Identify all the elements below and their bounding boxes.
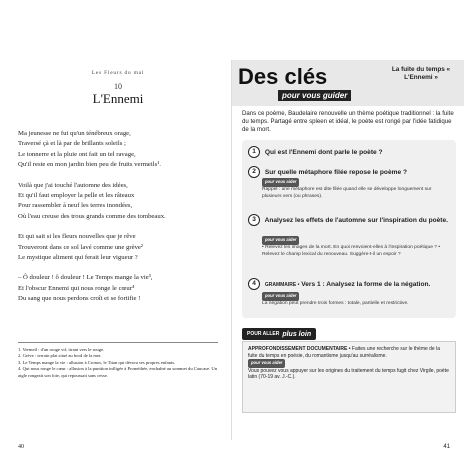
verse-line: Et qu'il faut employer la pelle et les râteaux <box>18 192 135 200</box>
stanza <box>18 232 218 263</box>
help-4 <box>262 292 452 308</box>
help-text: Rappel : une métaphore est dite filée quand elle se développe longuement sur plusieurs vers (ou phrases). <box>262 186 432 199</box>
poem-title: L'Ennemi <box>92 91 144 106</box>
stanza <box>18 181 218 223</box>
right-page <box>232 0 464 464</box>
footnote: 1. Vermeil : d'un rouge vif, tirant vers le rouge. <box>18 347 105 352</box>
question-number: 3 <box>248 214 260 226</box>
plus-loin-box <box>242 341 456 413</box>
help-text: La négation peut prendre trois formes : totale, partielle et restrictive. <box>262 300 409 306</box>
question-number: 1 <box>248 146 260 158</box>
verse-line: Et l'obscur Ennemi qui nous ronge le cœur⁴ <box>18 284 135 292</box>
folio-right: 41 <box>443 444 450 450</box>
footnote: 2. Grève : terrain plat situé au bord de la mer. <box>18 353 102 359</box>
verse-line: Où l'eau creuse des trous grands comme des tombeaux. <box>18 212 166 220</box>
help-2 <box>262 178 452 200</box>
verse-line: Traversé çà et là par de brillants soleils ; <box>18 140 126 148</box>
footnote: 3. Le Temps mange la vie : allusion à Cronos, le Titan qui dévora ses propres enfants. <box>18 359 176 365</box>
poem-number: 10 <box>114 82 122 91</box>
verse-line: Le tonnerre et la pluie ont fait un tel ravage, <box>18 150 136 158</box>
theme-label: La fuite du temps « L'Ennemi » <box>391 66 451 81</box>
verse-line: Le mystique aliment qui ferait leur vigueur ? <box>18 254 138 262</box>
intro-text: Dans ce poème, Baudelaire renouvelle un thème poétique traditionnel : la fuite du temps. Partagé entre spleen et idéal, le poète est rongé par l'idée fatidique de la mort. <box>242 110 454 133</box>
footnotes <box>18 342 218 379</box>
question-prefix: GRAMMAIRE • <box>264 281 300 288</box>
verse-line: – Ô douleur ! ô douleur ! Le Temps mange la vie³, <box>18 274 153 282</box>
question-4 <box>248 278 448 290</box>
footnote: 4. Qui nous ronge le cœur : allusion à la punition infligée à Prométhée, enchaîné au sommet du Caucase. Un aigle rongeait son foie, qui repoussait sans cesse. <box>18 366 218 378</box>
running-head: Les Fleurs du mal <box>91 70 145 76</box>
question-text: Qui est l'Ennemi dont parle le poète ? <box>264 148 383 156</box>
stanza <box>18 129 218 171</box>
question-text: Sur quelle métaphore filée repose le poème ? <box>264 168 408 176</box>
question-number: 2 <box>248 166 260 178</box>
question-3 <box>248 214 448 226</box>
help-3 <box>262 236 452 258</box>
verse-line: Voilà que j'ai touché l'automne des idées, <box>18 181 128 189</box>
question-text: Vers 1 : Analysez la forme de la négation. <box>301 280 431 288</box>
poem-body <box>18 129 218 305</box>
question-1 <box>248 146 448 158</box>
verse-line: Qu'il reste en mon jardin bien peu de fruits vermeils¹. <box>18 161 161 169</box>
question-2 <box>248 166 448 178</box>
section-subtitle: pour vous guider <box>278 90 351 101</box>
help-tag: pour vous aider <box>248 359 285 368</box>
help-tag: pour vous aider <box>262 236 299 245</box>
help-tag: pour vous aider <box>262 292 299 301</box>
plus-doc-label: APPROFONDISSEMENT DOCUMENTAIRE • <box>248 346 351 352</box>
folio-left: 40 <box>18 444 24 450</box>
verse-line: Pour rassembler à neuf les terres inondées, <box>18 202 133 210</box>
plus-help-text: Vous pouvez vous appuyer sur les origines du traitement du temps fugit chez Virgile, poète latin (70-19 av. J.-C.). <box>248 367 449 381</box>
help-tag: pour vous aider <box>262 178 299 187</box>
plus-doc-text: Faites une recherche sur le thème de la fuite du temps en poésie, du romantisme jusqu'au surréalisme. <box>248 346 440 359</box>
question-number: 4 <box>248 278 260 290</box>
stanza <box>18 273 218 304</box>
verse-line: Ma jeunesse ne fut qu'un ténébreux orage, <box>18 130 131 137</box>
section-title: Des clés <box>238 64 328 89</box>
help-text: • Relevez les images de la mort. En quoi renvoient-elles à l'inspiration poétique ? • Relevez le champ lexical du renouveau. Suggère-t-il un espoir ? <box>262 244 441 257</box>
verse-line: Trouveront dans ce sol lavé comme une grève² <box>18 243 143 251</box>
question-text: Analysez les effets de l'automne sur l'inspiration du poète. <box>264 216 448 224</box>
verse-line: Du sang que nous perdons croît et se fortifie ! <box>18 295 141 303</box>
plus-loin-header: POUR ALLER plus loin <box>242 328 316 340</box>
verse-line: Et qui sait si les fleurs nouvelles que je rêve <box>18 233 136 241</box>
